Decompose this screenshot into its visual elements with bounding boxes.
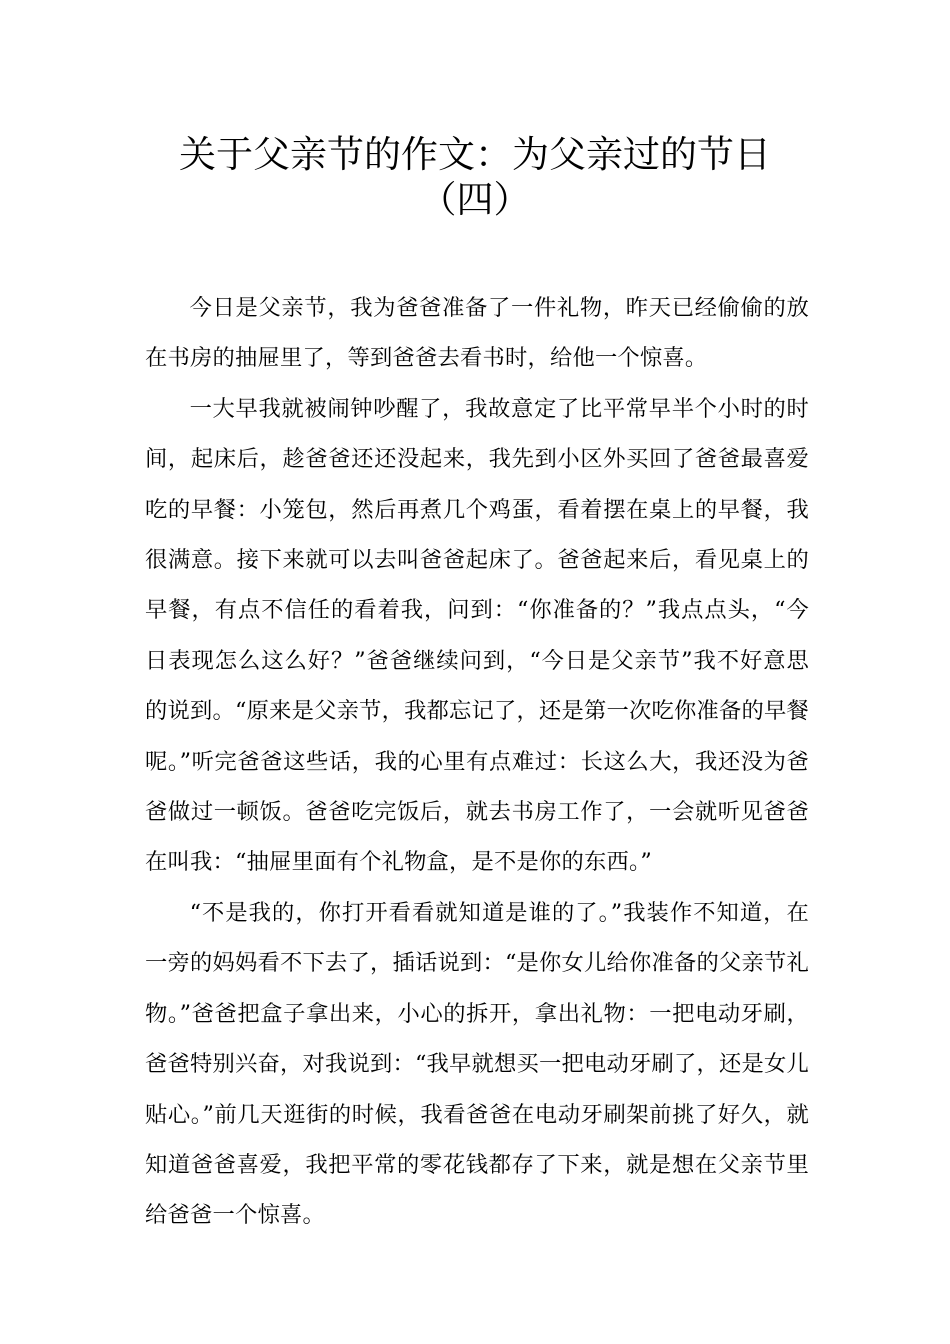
document-title-line2: （四） [419,178,531,221]
document-title-line1: 关于父亲节的作文：为父亲过的节日 [179,133,771,176]
paragraph-2: 一大早我就被闹钟吵醒了，我故意定了比平常早半个小时的时间，起床后，趁爸爸还还没起来，我先到小区外买回了爸爸最喜爱吃的早餐：小笼包，然后再煮几个鸡蛋，看着摆在桌上的早餐，我很满意。接下来就可以去叫爸爸起床了。爸爸起来后，看见桌上的早餐，有点不信任的看着我，问到：“你准备的？”我点点头，“今日表现怎么这么好？”爸爸继续问到，“今日是父亲节”我不好意思的说到。“原来是父亲节，我都忘记了，还是第一次吃你准备的早餐呢。”听完爸爸这些话，我的心里有点难过：长这么大，我还没为爸爸做过一顿饭。爸爸吃完饭后，就去书房工作了，一会就听见爸爸在叫我：“抽屉里面有个礼物盒，是不是你的东西。” [145,395,810,876]
paragraph-1: 今日是父亲节，我为爸爸准备了一件礼物，昨天已经偷偷的放在书房的抽屉里了，等到爸爸去看书时，给他一个惊喜。 [145,295,809,372]
document-body [145,283,809,1241]
paragraph-3: “不是我的，你打开看看就知道是谁的了。”我装作不知道，在一旁的妈妈看不下去了，插话说到：“是你女儿给你准备的父亲节礼物。”爸爸把盒子拿出来，小心的拆开，拿出礼物：一把电动牙刷，爸爸特别兴奋，对我说到：“我早就想买一把电动牙刷了，还是女儿贴心。”前几天逛街的时候，我看爸爸在电动牙刷架前挑了好久，就知道爸爸喜爱，我把平常的零花钱都存了下来，就是想在父亲节里给爸爸一个惊喜。 [145,899,810,1229]
